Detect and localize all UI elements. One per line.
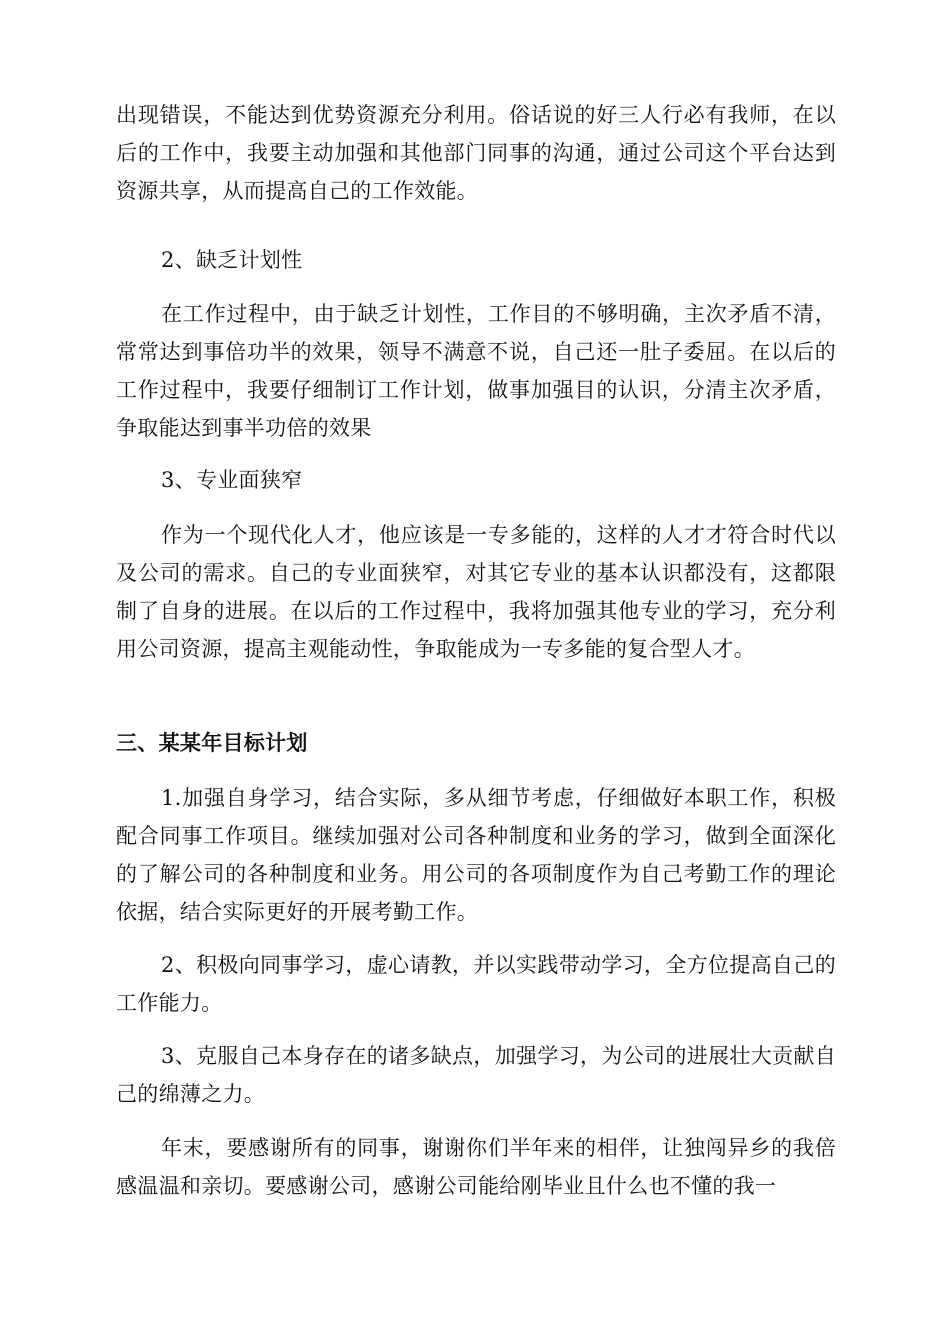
paragraph-plan-3: 3、克服自己本身存在的诸多缺点，加强学习，为公司的进展壮大贡献自己的绵薄之力。 [116, 1044, 836, 1106]
paragraph-plan-2: 2、积极向同事学习，虚心请教，并以实践带动学习，全方位提高自己的工作能力。 [116, 953, 836, 1015]
paragraph-closing: 年末，要感谢所有的同事，谢谢你们半年来的相伴，让独闯异乡的我倍感温温和亲切。要感谢公司，感谢公司能给刚毕业且什么也不懂的我一 [116, 1136, 836, 1198]
paragraph-plan-1: 1.加强自身学习，结合实际，多从细节考虑，仔细做好本职工作，积极配合同事工作项目。继续加强对公司各种制度和业务的学习，做到全面深化的了解公司的各种制度和业务。用公司的各项制度作为自己考勤工作的理论依据，结合实际更好的开展考勤工作。 [116, 786, 836, 924]
item-title-narrow-expertise: 3、专业面狭窄 [161, 468, 303, 492]
item-title-lack-planning: 2、缺乏计划性 [161, 248, 303, 272]
section-heading-goals: 三、某某年目标计划 [116, 731, 308, 755]
paragraph-narrow-expertise: 作为一个现代化人才，他应该是一专多能的，这样的人才才符合时代以及公司的需求。自己的专业面狭窄，对其它专业的基本认识都没有，这都限制了自身的进展。在以后的工作过程中，我将加强其他专业的学习，充分利用公司资源，提高主观能动性，争取能成为一专多能的复合型人才。 [116, 523, 836, 661]
paragraph-resource-sharing: 出现错误，不能达到优势资源充分利用。俗话说的好三人行必有我师，在以后的工作中，我要主动加强和其他部门同事的沟通，通过公司这个平台达到资源共享，从而提高自己的工作效能。 [116, 103, 836, 203]
paragraph-lack-planning: 在工作过程中，由于缺乏计划性，工作目的不够明确，主次矛盾不清，常常达到事倍功半的效果，领导不满意不说，自己还一肚子委屈。在以后的工作过程中，我要仔细制订工作计划，做事加强目的认识，分清主次矛盾，争取能达到事半功倍的效果 [116, 302, 836, 440]
